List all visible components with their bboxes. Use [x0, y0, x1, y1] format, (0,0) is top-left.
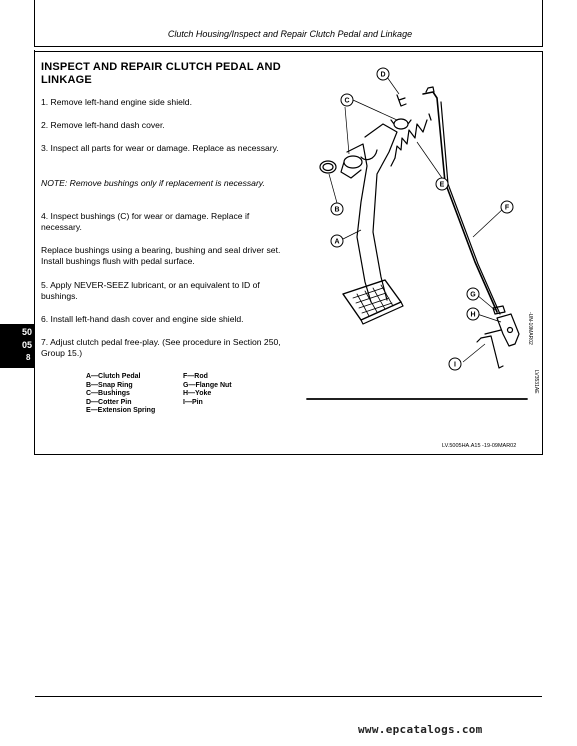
- step-2: 2. Remove left-hand dash cover.: [41, 120, 165, 130]
- page-left-rule: [34, 0, 35, 46]
- legend-right-column: [183, 373, 232, 407]
- legend-item: H—Yoke: [183, 390, 212, 398]
- step-3: 3. Inspect all parts for wear or damage. Replace as necessary.: [41, 143, 279, 153]
- legend-item: D—Cotter Pin: [86, 398, 132, 406]
- figure-code: -UN-10MAR02: [527, 312, 533, 345]
- page-header-title: Clutch Housing/Inspect and Repair Clutch Pedal and Linkage: [167, 29, 413, 39]
- callout-label-d: D: [380, 71, 386, 79]
- legend-item: I—Pin: [183, 398, 203, 406]
- callout-label-c: C: [344, 97, 350, 105]
- bottom-rule: [35, 696, 542, 697]
- callout-label-e: E: [439, 181, 445, 189]
- step-1: 1. Remove left-hand engine side shield.: [41, 97, 192, 107]
- section-title-line1: INSPECT AND REPAIR CLUTCH PEDAL AND: [41, 61, 281, 73]
- section-tab-line3: 8: [26, 353, 31, 362]
- legend-item: F—Rod: [183, 373, 208, 380]
- callout-label-f: F: [504, 204, 510, 212]
- footer-reference: LV.5005HA.A15 -19-09MAR02: [442, 443, 517, 449]
- step-4: 4. Inspect bushings (C) for wear or damage. Replace if necessary.: [41, 211, 250, 232]
- legend-item: A—Clutch Pedal: [86, 373, 141, 380]
- step-6: 6. Install left-hand dash cover and engine side shield.: [41, 314, 244, 324]
- legend-item: C—Bushings: [86, 390, 130, 398]
- legend-item: E—Extension Spring: [86, 407, 156, 415]
- legend-left-column: [86, 373, 155, 416]
- legend-item: B—Snap Ring: [86, 381, 133, 389]
- watermark: www.epcatalogs.com: [358, 723, 483, 736]
- page-right-rule: [542, 0, 543, 46]
- legend-item: G—Flange Nut: [183, 381, 232, 389]
- callout-label-b: B: [334, 206, 340, 214]
- callout-label-g: G: [470, 291, 476, 299]
- callout-label-a: A: [334, 238, 340, 246]
- callout-label-h: H: [470, 311, 476, 319]
- header-bottom-rule: [34, 46, 543, 47]
- figure-code-secondary: LV3531AE: [533, 370, 539, 394]
- clutch-pedal-illustration: [305, 62, 537, 402]
- section-tab: [0, 324, 34, 368]
- section-title-line2: LINKAGE: [41, 74, 92, 86]
- step-5: 5. Apply NEVER-SEEZ lubricant, or an equivalent to ID of bushings.: [41, 280, 260, 301]
- callout-label-i: I: [454, 361, 456, 369]
- section-tab-line2: 05: [22, 340, 33, 350]
- section-title: [41, 61, 301, 87]
- note: NOTE: Remove bushings only if replacement is necessary.: [41, 178, 265, 188]
- section-tab-line1: 50: [22, 327, 33, 337]
- replace-paragraph: Replace bushings using a bearing, bushing and seal driver set. Install bushings flush with pedal surface.: [41, 245, 281, 266]
- step-7: 7. Adjust clutch pedal free-play. (See procedure in Section 250, Group 15.): [41, 337, 281, 358]
